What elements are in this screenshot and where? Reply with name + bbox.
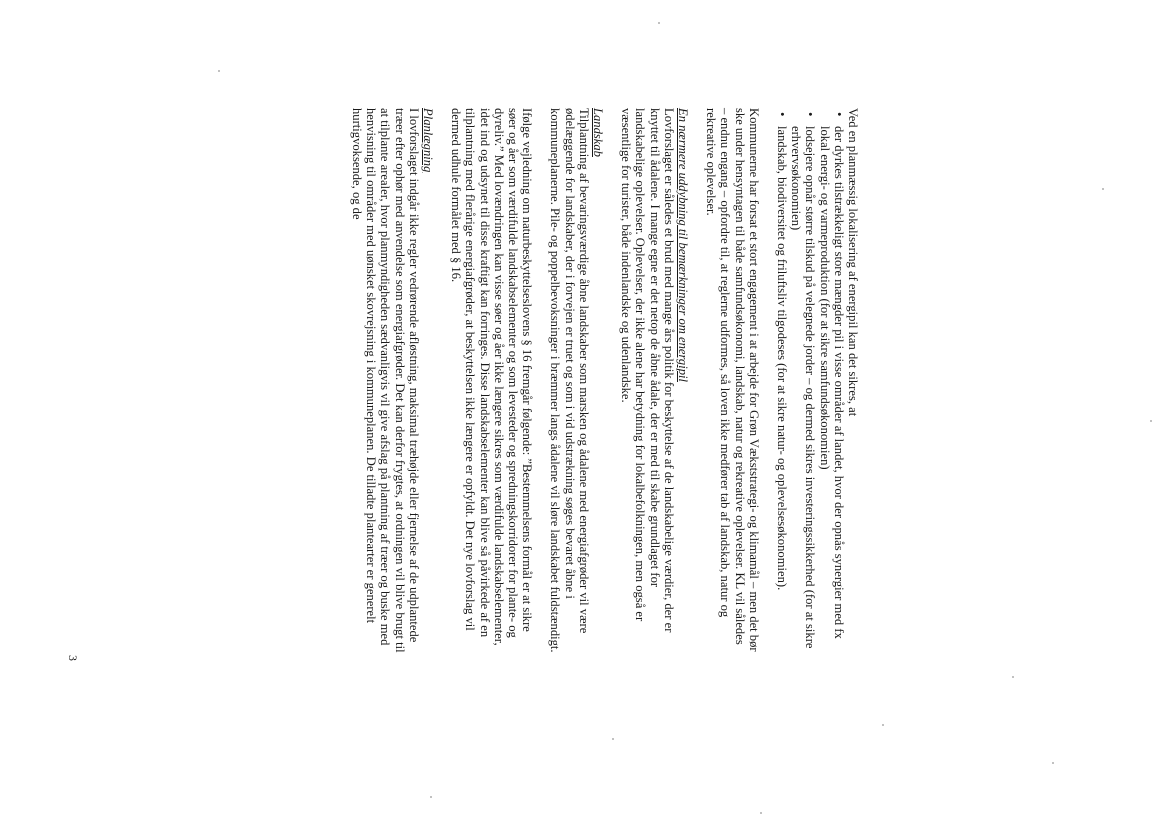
energipil-paragraph: Lovforslaget er således et brud med mange års politik for beskyttelse af de landskabelige værdier, der er knyttet til ådalene. I mange egne er det netop de åbne ådale, der er med til skabe grundlaget for landskabelige oplevelser. Oplevelser, der ikke alene har betydning for lokalbefolkningen, men også er væsentlige for turister, både indenlandske og udenlandske. [619, 108, 676, 633]
section-heading-energipil: En nærmere uddybning til bemærkninger om energipil [675, 108, 690, 382]
scan-speck [1150, 420, 1152, 422]
intro-paragraph: Ved en planmæssig lokalisering af energipil kan det sikres, at [846, 108, 860, 417]
scan-speck [430, 796, 432, 798]
bullet-item: • der dyrkes tilstrækkeligt store mængder pil i visse områder af landet, hvor der opnås synergier med fx lokal energi- og varmeproduktion (for at sikre samfundsøkonomien) [817, 108, 845, 653]
bullet-list [775, 108, 846, 653]
scan-speck [1102, 188, 1104, 190]
scan-speck [760, 812, 762, 814]
page-number: 3 [66, 655, 80, 661]
scan-speck [218, 70, 220, 72]
bullet-item: • lodsejere opnår større tilskud på velegnede jorder – og dermed sikres investeringssikkerhed (for at sikre erhvervsøkonomien) [789, 108, 817, 653]
scan-speck [1052, 762, 1054, 764]
scan-speck [1012, 676, 1014, 678]
naturbeskyttelse-paragraph: Ifølge vejledning om naturbeskyttelseslovens § 16 fremgår følgende: ”Bestemmelsens formål er at sikre søer og åer som værdifulde landskabselementer og som levesteder og spredningskorridorer for plante- og dyreliv.” Med lovændringen kan visse søer og åer ikke længere sikres som værdifulde landskabselementer, idet ind og udsynet til disse kraftigt kan forringes. Disse landskabselementer kan blive så påvirkede af en tilplantning med flerårige energiafgrøder, at beskyttelsen ikke længere er opfyldt. Det nye lovforslag vil dermed udhule formålet med § 16. [449, 108, 535, 646]
landskab-paragraph: Tilplantning af bevaringsværdige åbne landskaber som marsken og ådalene med energiafgrøder vil være ødelæggende for landskaber, der i forvejen er truet og som i vid udstrækning søges bevaret åbne i kommuneplanerne. Pile- og poppelbevoksninger i bræmmer langs ådalene vil sløre landskabet fuldstændigt. [548, 108, 591, 653]
planlaegning-paragraph: I lovforslaget indgår ikke regler vedrørende afløstning, maksimal træhøjde eller fjernelse af de udplantede træer efter ophør med anvendelse som energiafgrøder. Det kan derfor frygtes, at ordningen vil blive brugt til at tilplante arealer, hvor planmyndigheden sædvanligvis vil give afslag på plantning af træer og buske med henvisning til områder med uønsket skovrejsning i kommuneplanen. De tilladte plantearter er generelt hurtigvoksende, og de [349, 108, 421, 653]
section-heading-landskab: Landskab [590, 108, 605, 157]
kl-paragraph: Kommunerne har forsat et stort engagement i at arbejde for Grøn Vækststrategi- og klimamål – men det bør ske under hensyntagen til både samfundsøkonomi, landskab, natur og rekreative oplevelser. KL vil således – endnu engang – opfordre til, at reglerne udformes, så loven ikke medfører tab af landskab, natur og rekreative oplevelser. [704, 108, 761, 652]
bullet-item: • landskab, biodiversitet og friluftsliv tilgodeses (for at sikre natur- og oplevelsesøkonomien). [775, 108, 789, 653]
section-heading-planlaegning: Planlægning [420, 108, 435, 173]
scan-speck [612, 738, 614, 740]
scan-speck [658, 22, 660, 24]
scan-speck [882, 724, 884, 726]
document-body [350, 108, 860, 653]
